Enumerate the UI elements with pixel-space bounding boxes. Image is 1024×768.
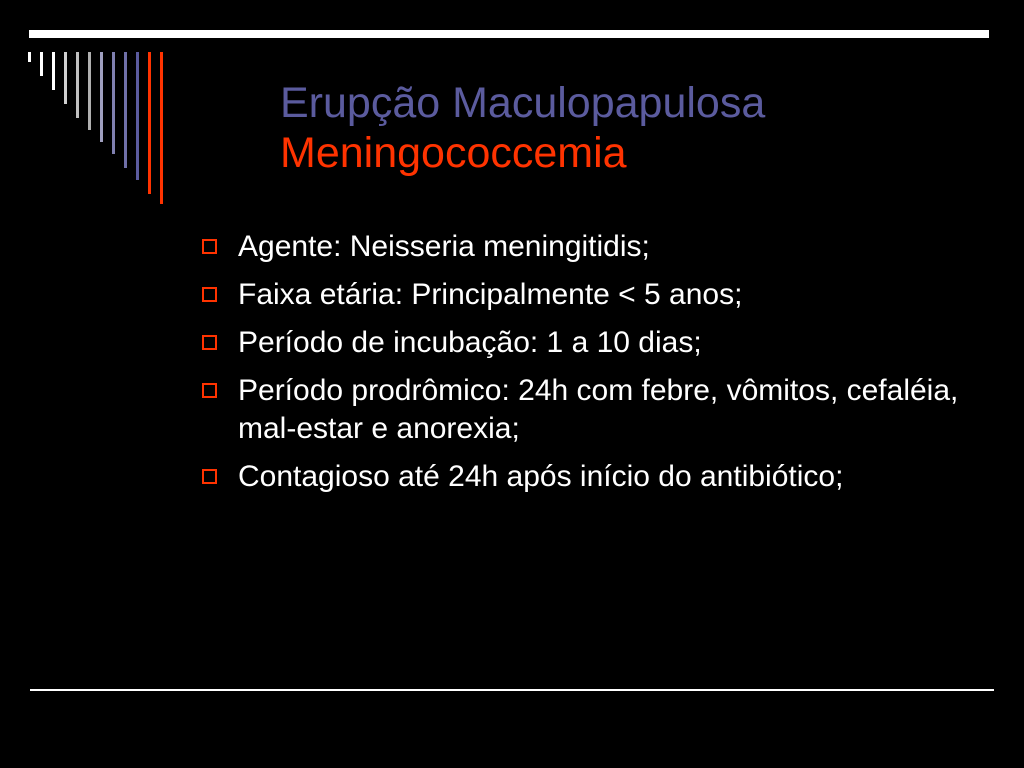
decoration-stripe	[52, 52, 55, 90]
decoration-stripe	[100, 52, 103, 142]
bullet-item	[202, 324, 982, 362]
decoration-stripe	[28, 52, 31, 62]
decoration-stripe	[88, 52, 91, 130]
vertical-stripes-decoration	[0, 0, 180, 220]
decoration-stripe	[148, 52, 151, 194]
hollow-square-icon	[202, 239, 217, 254]
bullet-item	[202, 372, 982, 448]
decoration-stripe	[64, 52, 67, 104]
decoration-stripe	[160, 52, 163, 204]
title-line-2: Meningococcemia	[280, 129, 627, 177]
hollow-square-icon	[202, 287, 217, 302]
hollow-square-icon	[202, 335, 217, 350]
bullet-item	[202, 458, 982, 496]
bullet-text: Agente: Neisseria meningitidis;	[238, 230, 650, 263]
decoration-stripe	[40, 52, 43, 76]
bullet-text: Período de incubação: 1 a 10 dias;	[238, 326, 702, 359]
decoration-stripe	[112, 52, 115, 154]
hollow-square-icon	[202, 469, 217, 484]
bullet-text: Faixa etária: Principalmente < 5 anos;	[238, 278, 743, 311]
decoration-stripe	[124, 52, 127, 168]
bottom-rule	[30, 689, 994, 691]
hollow-square-icon	[202, 383, 217, 398]
title-line-1: Erupção Maculopapulosa	[280, 79, 766, 127]
slide-title	[280, 78, 980, 178]
decoration-stripe	[136, 52, 139, 180]
bullet-item	[202, 276, 982, 314]
decoration-stripe	[76, 52, 79, 118]
bullet-text: Período prodrômico: 24h com febre, vômitos, cefaléia, mal-estar e anorexia;	[238, 374, 959, 445]
bullet-item	[202, 228, 982, 266]
bullet-text: Contagioso até 24h após início do antibiótico;	[238, 460, 844, 493]
bullet-list	[202, 228, 982, 506]
